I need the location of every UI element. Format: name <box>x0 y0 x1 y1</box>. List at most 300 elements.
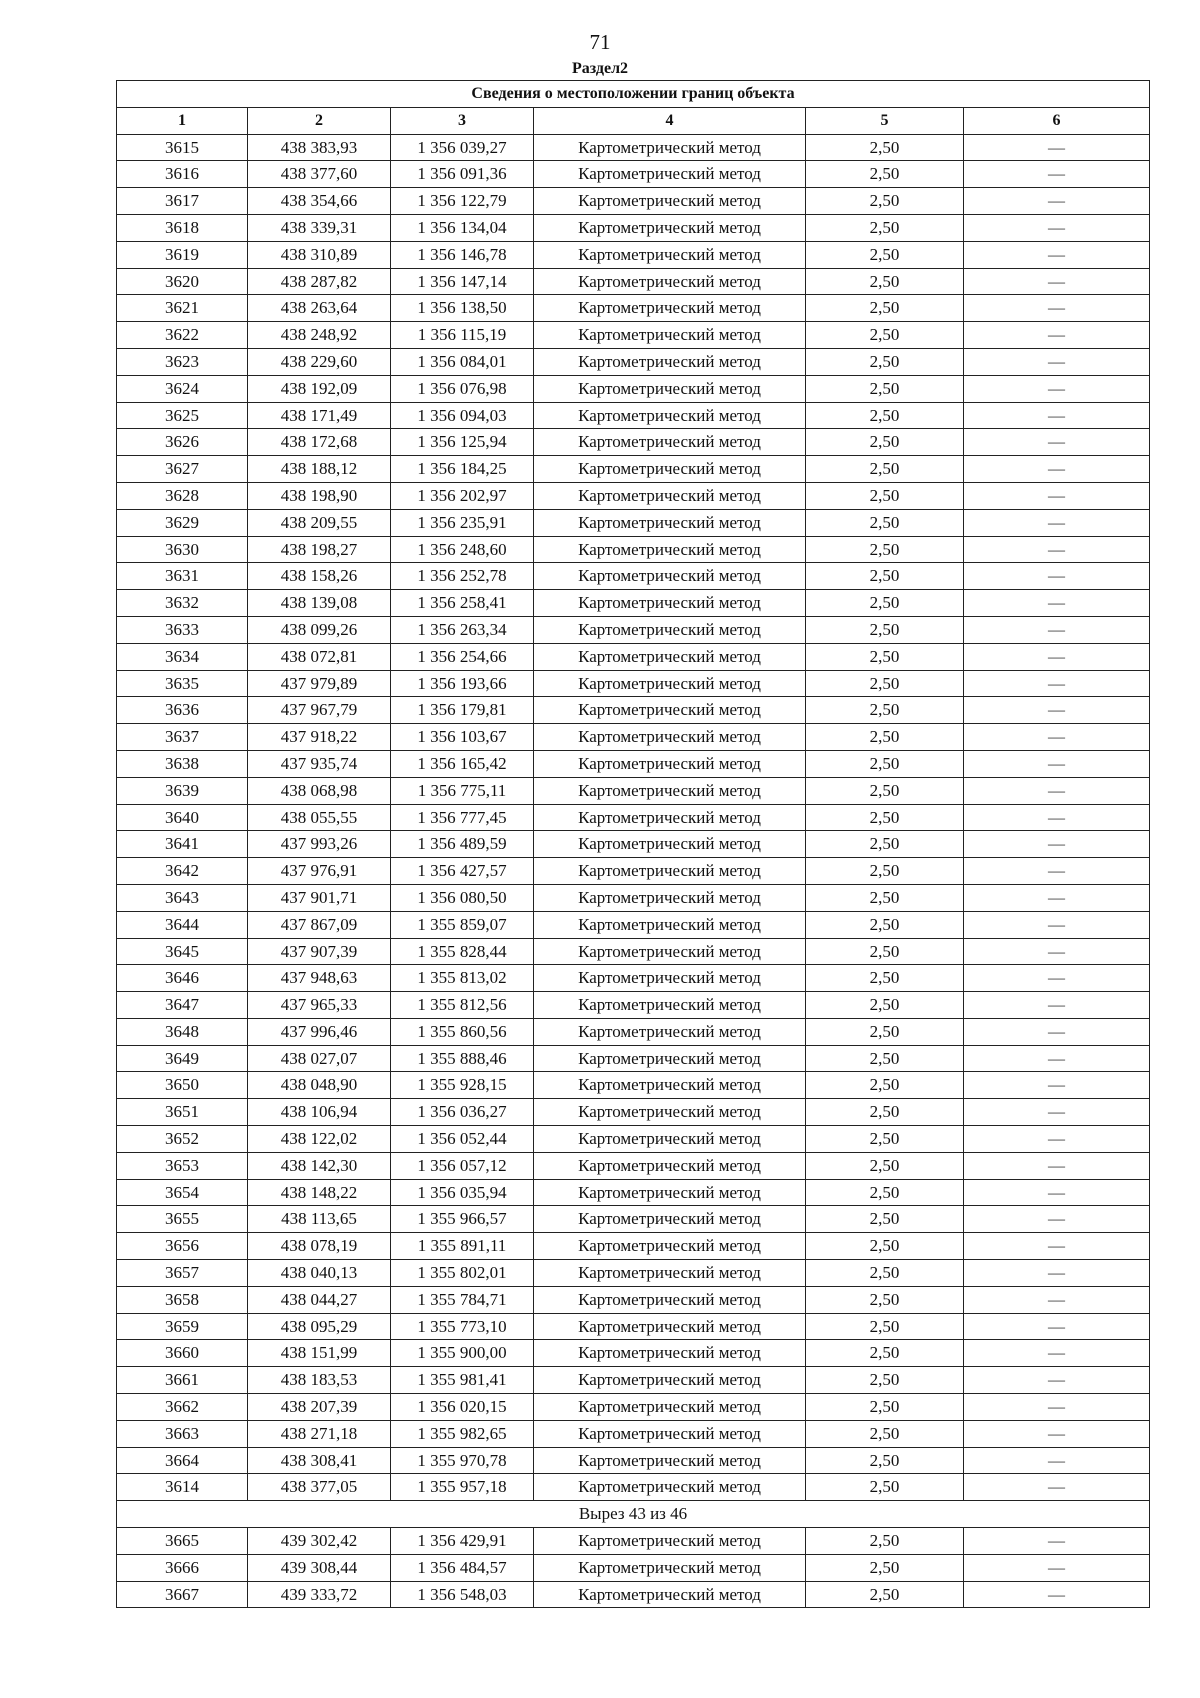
cell-method: Картометрический метод <box>534 402 806 429</box>
cell-note: — <box>964 911 1150 938</box>
cell-accuracy: 2,50 <box>806 214 964 241</box>
cell-note: — <box>964 965 1150 992</box>
cell-note: — <box>964 241 1150 268</box>
cell-note: — <box>964 1420 1150 1447</box>
cell-accuracy: 2,50 <box>806 134 964 161</box>
cell-point-number: 3619 <box>117 241 248 268</box>
cell-point-number: 3641 <box>117 831 248 858</box>
cell-point-number: 3650 <box>117 1072 248 1099</box>
cell-point-number: 3627 <box>117 456 248 483</box>
column-header: 4 <box>534 107 806 134</box>
cell-point-number: 3644 <box>117 911 248 938</box>
cell-coord-x: 438 287,82 <box>248 268 391 295</box>
table-row <box>117 348 1150 375</box>
table-row <box>117 295 1150 322</box>
cell-method: Картометрический метод <box>534 188 806 215</box>
table-row <box>117 670 1150 697</box>
cell-coord-y: 1 356 052,44 <box>391 1126 534 1153</box>
cell-method: Картометрический метод <box>534 804 806 831</box>
column-header: 6 <box>964 107 1150 134</box>
table-row <box>117 750 1150 777</box>
cell-method: Картометрический метод <box>534 1179 806 1206</box>
cell-accuracy: 2,50 <box>806 188 964 215</box>
cell-note: — <box>964 1340 1150 1367</box>
cell-coord-y: 1 355 957,18 <box>391 1474 534 1501</box>
cell-accuracy: 2,50 <box>806 831 964 858</box>
cell-coord-y: 1 356 235,91 <box>391 509 534 536</box>
cell-accuracy: 2,50 <box>806 1286 964 1313</box>
cell-note: — <box>964 1581 1150 1608</box>
cell-note: — <box>964 697 1150 724</box>
cell-accuracy: 2,50 <box>806 1152 964 1179</box>
cell-coord-y: 1 355 784,71 <box>391 1286 534 1313</box>
cell-point-number: 3631 <box>117 563 248 590</box>
cell-note: — <box>964 348 1150 375</box>
cell-coord-y: 1 356 489,59 <box>391 831 534 858</box>
cell-note: — <box>964 1179 1150 1206</box>
cell-accuracy: 2,50 <box>806 643 964 670</box>
cell-note: — <box>964 375 1150 402</box>
cell-method: Картометрический метод <box>534 1581 806 1608</box>
cell-point-number: 3666 <box>117 1554 248 1581</box>
table-row <box>117 777 1150 804</box>
cell-note: — <box>964 750 1150 777</box>
cell-point-number: 3629 <box>117 509 248 536</box>
table-row <box>117 1179 1150 1206</box>
table-row <box>117 911 1150 938</box>
cell-coord-y: 1 356 263,34 <box>391 616 534 643</box>
cell-coord-y: 1 356 134,04 <box>391 214 534 241</box>
cell-note: — <box>964 616 1150 643</box>
cell-method: Картометрический метод <box>534 214 806 241</box>
cell-coord-x: 438 148,22 <box>248 1179 391 1206</box>
cell-coord-x: 438 308,41 <box>248 1447 391 1474</box>
table-row <box>117 697 1150 724</box>
cell-coord-x: 437 976,91 <box>248 858 391 885</box>
cell-point-number: 3632 <box>117 590 248 617</box>
cell-coord-x: 438 139,08 <box>248 590 391 617</box>
cell-accuracy: 2,50 <box>806 1528 964 1555</box>
cell-coord-y: 1 356 057,12 <box>391 1152 534 1179</box>
cell-note: — <box>964 161 1150 188</box>
cell-coord-y: 1 355 891,11 <box>391 1233 534 1260</box>
cell-accuracy: 2,50 <box>806 241 964 268</box>
cell-method: Картометрический метод <box>534 616 806 643</box>
cell-point-number: 3621 <box>117 295 248 322</box>
cell-point-number: 3628 <box>117 482 248 509</box>
cell-method: Картометрический метод <box>534 643 806 670</box>
cell-coord-x: 438 158,26 <box>248 563 391 590</box>
cell-coord-x: 438 072,81 <box>248 643 391 670</box>
cell-coord-x: 439 302,42 <box>248 1528 391 1555</box>
cell-accuracy: 2,50 <box>806 1206 964 1233</box>
cell-accuracy: 2,50 <box>806 616 964 643</box>
cell-method: Картометрический метод <box>534 670 806 697</box>
cell-note: — <box>964 884 1150 911</box>
cell-coord-x: 437 901,71 <box>248 884 391 911</box>
cell-note: — <box>964 509 1150 536</box>
cell-note: — <box>964 1099 1150 1126</box>
cell-coord-y: 1 356 146,78 <box>391 241 534 268</box>
column-header: 3 <box>391 107 534 134</box>
table-row <box>117 402 1150 429</box>
cell-coord-y: 1 356 115,19 <box>391 322 534 349</box>
table-row <box>117 456 1150 483</box>
cell-coord-x: 438 122,02 <box>248 1126 391 1153</box>
cell-accuracy: 2,50 <box>806 992 964 1019</box>
cell-coord-y: 1 356 548,03 <box>391 1581 534 1608</box>
cell-accuracy: 2,50 <box>806 1340 964 1367</box>
table-row <box>117 1447 1150 1474</box>
cell-method: Картометрический метод <box>534 884 806 911</box>
table-row <box>117 1581 1150 1608</box>
cell-note: — <box>964 643 1150 670</box>
cell-method: Картометрический метод <box>534 322 806 349</box>
cell-note: — <box>964 1474 1150 1501</box>
table-row <box>117 724 1150 751</box>
table-row <box>117 375 1150 402</box>
subsection-row <box>117 1501 1150 1528</box>
cell-coord-x: 437 993,26 <box>248 831 391 858</box>
table-row <box>117 616 1150 643</box>
table-body-main <box>117 134 1150 1501</box>
cell-coord-y: 1 356 084,01 <box>391 348 534 375</box>
cell-note: — <box>964 938 1150 965</box>
cell-accuracy: 2,50 <box>806 1447 964 1474</box>
cell-coord-x: 438 151,99 <box>248 1340 391 1367</box>
cell-method: Картометрический метод <box>534 1313 806 1340</box>
cell-method: Картометрический метод <box>534 295 806 322</box>
cell-method: Картометрический метод <box>534 1367 806 1394</box>
cell-method: Картометрический метод <box>534 1528 806 1555</box>
cell-note: — <box>964 804 1150 831</box>
cell-coord-x: 438 377,60 <box>248 161 391 188</box>
cell-accuracy: 2,50 <box>806 1045 964 1072</box>
cell-accuracy: 2,50 <box>806 777 964 804</box>
cell-note: — <box>964 429 1150 456</box>
cell-point-number: 3636 <box>117 697 248 724</box>
cell-method: Картометрический метод <box>534 911 806 938</box>
table-row <box>117 965 1150 992</box>
cell-coord-x: 438 377,05 <box>248 1474 391 1501</box>
cell-point-number: 3637 <box>117 724 248 751</box>
cell-method: Картометрический метод <box>534 590 806 617</box>
cell-method: Картометрический метод <box>534 777 806 804</box>
cell-point-number: 3654 <box>117 1179 248 1206</box>
cell-coord-x: 437 967,79 <box>248 697 391 724</box>
cell-point-number: 3648 <box>117 1018 248 1045</box>
cell-point-number: 3620 <box>117 268 248 295</box>
cell-coord-x: 437 979,89 <box>248 670 391 697</box>
cell-accuracy: 2,50 <box>806 697 964 724</box>
cell-point-number: 3646 <box>117 965 248 992</box>
cell-coord-x: 439 308,44 <box>248 1554 391 1581</box>
cell-note: — <box>964 1206 1150 1233</box>
cell-coord-x: 438 339,31 <box>248 214 391 241</box>
cell-coord-x: 438 183,53 <box>248 1367 391 1394</box>
cell-point-number: 3617 <box>117 188 248 215</box>
table-row <box>117 241 1150 268</box>
cell-method: Картометрический метод <box>534 429 806 456</box>
cell-coord-x: 438 198,90 <box>248 482 391 509</box>
cell-coord-x: 438 383,93 <box>248 134 391 161</box>
cell-coord-x: 438 055,55 <box>248 804 391 831</box>
cell-coord-x: 438 172,68 <box>248 429 391 456</box>
cell-coord-x: 437 867,09 <box>248 911 391 938</box>
cell-coord-y: 1 356 103,67 <box>391 724 534 751</box>
cell-coord-x: 438 248,92 <box>248 322 391 349</box>
cell-accuracy: 2,50 <box>806 295 964 322</box>
table-row <box>117 1233 1150 1260</box>
cell-accuracy: 2,50 <box>806 1367 964 1394</box>
cell-coord-x: 437 948,63 <box>248 965 391 992</box>
cell-point-number: 3623 <box>117 348 248 375</box>
cell-coord-x: 438 207,39 <box>248 1394 391 1421</box>
cell-point-number: 3625 <box>117 402 248 429</box>
cell-coord-x: 437 965,33 <box>248 992 391 1019</box>
cell-note: — <box>964 456 1150 483</box>
cell-accuracy: 2,50 <box>806 456 964 483</box>
cell-note: — <box>964 1260 1150 1287</box>
cell-accuracy: 2,50 <box>806 509 964 536</box>
cell-point-number: 3656 <box>117 1233 248 1260</box>
cell-note: — <box>964 295 1150 322</box>
cell-accuracy: 2,50 <box>806 938 964 965</box>
cell-method: Картометрический метод <box>534 1126 806 1153</box>
cell-coord-y: 1 356 775,11 <box>391 777 534 804</box>
cell-note: — <box>964 1447 1150 1474</box>
cell-coord-y: 1 356 147,14 <box>391 268 534 295</box>
cell-point-number: 3653 <box>117 1152 248 1179</box>
cell-coord-y: 1 355 812,56 <box>391 992 534 1019</box>
table-row <box>117 1367 1150 1394</box>
cell-method: Картометрический метод <box>534 1340 806 1367</box>
cell-coord-x: 438 040,13 <box>248 1260 391 1287</box>
cell-coord-x: 438 044,27 <box>248 1286 391 1313</box>
cell-coord-y: 1 356 091,36 <box>391 161 534 188</box>
cell-note: — <box>964 134 1150 161</box>
cell-method: Картометрический метод <box>534 858 806 885</box>
cell-point-number: 3638 <box>117 750 248 777</box>
cell-point-number: 3661 <box>117 1367 248 1394</box>
cell-point-number: 3663 <box>117 1420 248 1447</box>
cell-coord-y: 1 355 802,01 <box>391 1260 534 1287</box>
table-row <box>117 563 1150 590</box>
cell-coord-x: 438 229,60 <box>248 348 391 375</box>
cell-coord-y: 1 356 252,78 <box>391 563 534 590</box>
subsection-label: Вырез 43 из 46 <box>117 1501 1150 1528</box>
cell-coord-y: 1 356 184,25 <box>391 456 534 483</box>
cell-coord-y: 1 355 966,57 <box>391 1206 534 1233</box>
cell-accuracy: 2,50 <box>806 563 964 590</box>
table-row <box>117 268 1150 295</box>
cell-accuracy: 2,50 <box>806 1420 964 1447</box>
cell-method: Картометрический метод <box>534 750 806 777</box>
cell-note: — <box>964 1045 1150 1072</box>
cell-note: — <box>964 1367 1150 1394</box>
table-row <box>117 188 1150 215</box>
cell-point-number: 3658 <box>117 1286 248 1313</box>
cell-coord-x: 438 354,66 <box>248 188 391 215</box>
cell-coord-x: 438 192,09 <box>248 375 391 402</box>
cell-note: — <box>964 322 1150 349</box>
cell-coord-y: 1 356 122,79 <box>391 188 534 215</box>
table-header-row <box>117 107 1150 134</box>
cell-coord-y: 1 355 981,41 <box>391 1367 534 1394</box>
cell-note: — <box>964 188 1150 215</box>
table-row <box>117 858 1150 885</box>
cell-point-number: 3639 <box>117 777 248 804</box>
cell-point-number: 3643 <box>117 884 248 911</box>
cell-accuracy: 2,50 <box>806 1581 964 1608</box>
cell-method: Картометрический метод <box>534 1018 806 1045</box>
cell-note: — <box>964 214 1150 241</box>
cell-method: Картометрический метод <box>534 1447 806 1474</box>
cell-accuracy: 2,50 <box>806 1474 964 1501</box>
table-row <box>117 1528 1150 1555</box>
table-row <box>117 134 1150 161</box>
cell-coord-y: 1 356 258,41 <box>391 590 534 617</box>
cell-coord-y: 1 356 036,27 <box>391 1099 534 1126</box>
cell-coord-y: 1 355 813,02 <box>391 965 534 992</box>
table-row <box>117 509 1150 536</box>
cell-coord-y: 1 356 193,66 <box>391 670 534 697</box>
cell-accuracy: 2,50 <box>806 322 964 349</box>
cell-coord-x: 438 027,07 <box>248 1045 391 1072</box>
cell-method: Картометрический метод <box>534 1286 806 1313</box>
cell-method: Картометрический метод <box>534 1045 806 1072</box>
table-row <box>117 1286 1150 1313</box>
cell-coord-y: 1 355 888,46 <box>391 1045 534 1072</box>
cell-note: — <box>964 402 1150 429</box>
cell-coord-x: 438 310,89 <box>248 241 391 268</box>
table-row <box>117 1260 1150 1287</box>
cell-accuracy: 2,50 <box>806 402 964 429</box>
cell-coord-x: 438 113,65 <box>248 1206 391 1233</box>
cell-coord-y: 1 355 860,56 <box>391 1018 534 1045</box>
cell-coord-y: 1 356 020,15 <box>391 1394 534 1421</box>
cell-point-number: 3649 <box>117 1045 248 1072</box>
cell-coord-y: 1 356 777,45 <box>391 804 534 831</box>
cell-method: Картометрический метод <box>534 965 806 992</box>
cell-note: — <box>964 1286 1150 1313</box>
cell-accuracy: 2,50 <box>806 1099 964 1126</box>
table-row <box>117 1018 1150 1045</box>
cell-note: — <box>964 670 1150 697</box>
cell-point-number: 3652 <box>117 1126 248 1153</box>
cell-point-number: 3651 <box>117 1099 248 1126</box>
table-row <box>117 590 1150 617</box>
cell-method: Картометрический метод <box>534 831 806 858</box>
cell-coord-x: 438 263,64 <box>248 295 391 322</box>
cell-accuracy: 2,50 <box>806 1394 964 1421</box>
table-row <box>117 482 1150 509</box>
cell-coord-y: 1 356 035,94 <box>391 1179 534 1206</box>
cell-note: — <box>964 482 1150 509</box>
table-row <box>117 536 1150 563</box>
cell-accuracy: 2,50 <box>806 724 964 751</box>
cell-coord-y: 1 356 138,50 <box>391 295 534 322</box>
cell-method: Картометрический метод <box>534 1233 806 1260</box>
cell-accuracy: 2,50 <box>806 1554 964 1581</box>
cell-coord-x: 437 935,74 <box>248 750 391 777</box>
cell-point-number: 3662 <box>117 1394 248 1421</box>
cell-point-number: 3634 <box>117 643 248 670</box>
cell-point-number: 3657 <box>117 1260 248 1287</box>
cell-point-number: 3624 <box>117 375 248 402</box>
table-row <box>117 322 1150 349</box>
cell-method: Картометрический метод <box>534 509 806 536</box>
cell-method: Картометрический метод <box>534 1152 806 1179</box>
cell-accuracy: 2,50 <box>806 536 964 563</box>
cell-coord-y: 1 356 179,81 <box>391 697 534 724</box>
cell-point-number: 3614 <box>117 1474 248 1501</box>
cell-point-number: 3659 <box>117 1313 248 1340</box>
table-row <box>117 1126 1150 1153</box>
cell-note: — <box>964 563 1150 590</box>
table-row <box>117 1340 1150 1367</box>
cell-method: Картометрический метод <box>534 1420 806 1447</box>
table-body-after <box>117 1528 1150 1608</box>
cell-coord-x: 438 171,49 <box>248 402 391 429</box>
cell-accuracy: 2,50 <box>806 1313 964 1340</box>
cell-point-number: 3626 <box>117 429 248 456</box>
table-row <box>117 1474 1150 1501</box>
cell-point-number: 3618 <box>117 214 248 241</box>
cell-note: — <box>964 1554 1150 1581</box>
table-row <box>117 1394 1150 1421</box>
cell-method: Картометрический метод <box>534 1206 806 1233</box>
cell-method: Картометрический метод <box>534 161 806 188</box>
cell-method: Картометрический метод <box>534 1072 806 1099</box>
table-row <box>117 884 1150 911</box>
column-header: 2 <box>248 107 391 134</box>
cell-coord-x: 438 078,19 <box>248 1233 391 1260</box>
cell-note: — <box>964 1018 1150 1045</box>
cell-method: Картометрический метод <box>534 1260 806 1287</box>
cell-note: — <box>964 1394 1150 1421</box>
boundary-table <box>116 80 1150 1608</box>
cell-accuracy: 2,50 <box>806 1233 964 1260</box>
cell-coord-y: 1 356 076,98 <box>391 375 534 402</box>
cell-coord-y: 1 356 080,50 <box>391 884 534 911</box>
cell-coord-y: 1 355 982,65 <box>391 1420 534 1447</box>
cell-point-number: 3615 <box>117 134 248 161</box>
cell-method: Картометрический метод <box>534 1474 806 1501</box>
table-row <box>117 1045 1150 1072</box>
table-row <box>117 1206 1150 1233</box>
cell-accuracy: 2,50 <box>806 268 964 295</box>
cell-coord-x: 437 918,22 <box>248 724 391 751</box>
cell-coord-x: 438 099,26 <box>248 616 391 643</box>
table-row <box>117 643 1150 670</box>
table-row <box>117 1099 1150 1126</box>
column-header: 5 <box>806 107 964 134</box>
cell-point-number: 3645 <box>117 938 248 965</box>
cell-note: — <box>964 992 1150 1019</box>
cell-coord-y: 1 356 429,91 <box>391 1528 534 1555</box>
cell-point-number: 3640 <box>117 804 248 831</box>
cell-accuracy: 2,50 <box>806 348 964 375</box>
cell-method: Картометрический метод <box>534 456 806 483</box>
cell-method: Картометрический метод <box>534 1394 806 1421</box>
cell-note: — <box>964 1528 1150 1555</box>
cell-accuracy: 2,50 <box>806 1260 964 1287</box>
cell-method: Картометрический метод <box>534 536 806 563</box>
cell-accuracy: 2,50 <box>806 884 964 911</box>
cell-accuracy: 2,50 <box>806 1179 964 1206</box>
cell-accuracy: 2,50 <box>806 482 964 509</box>
